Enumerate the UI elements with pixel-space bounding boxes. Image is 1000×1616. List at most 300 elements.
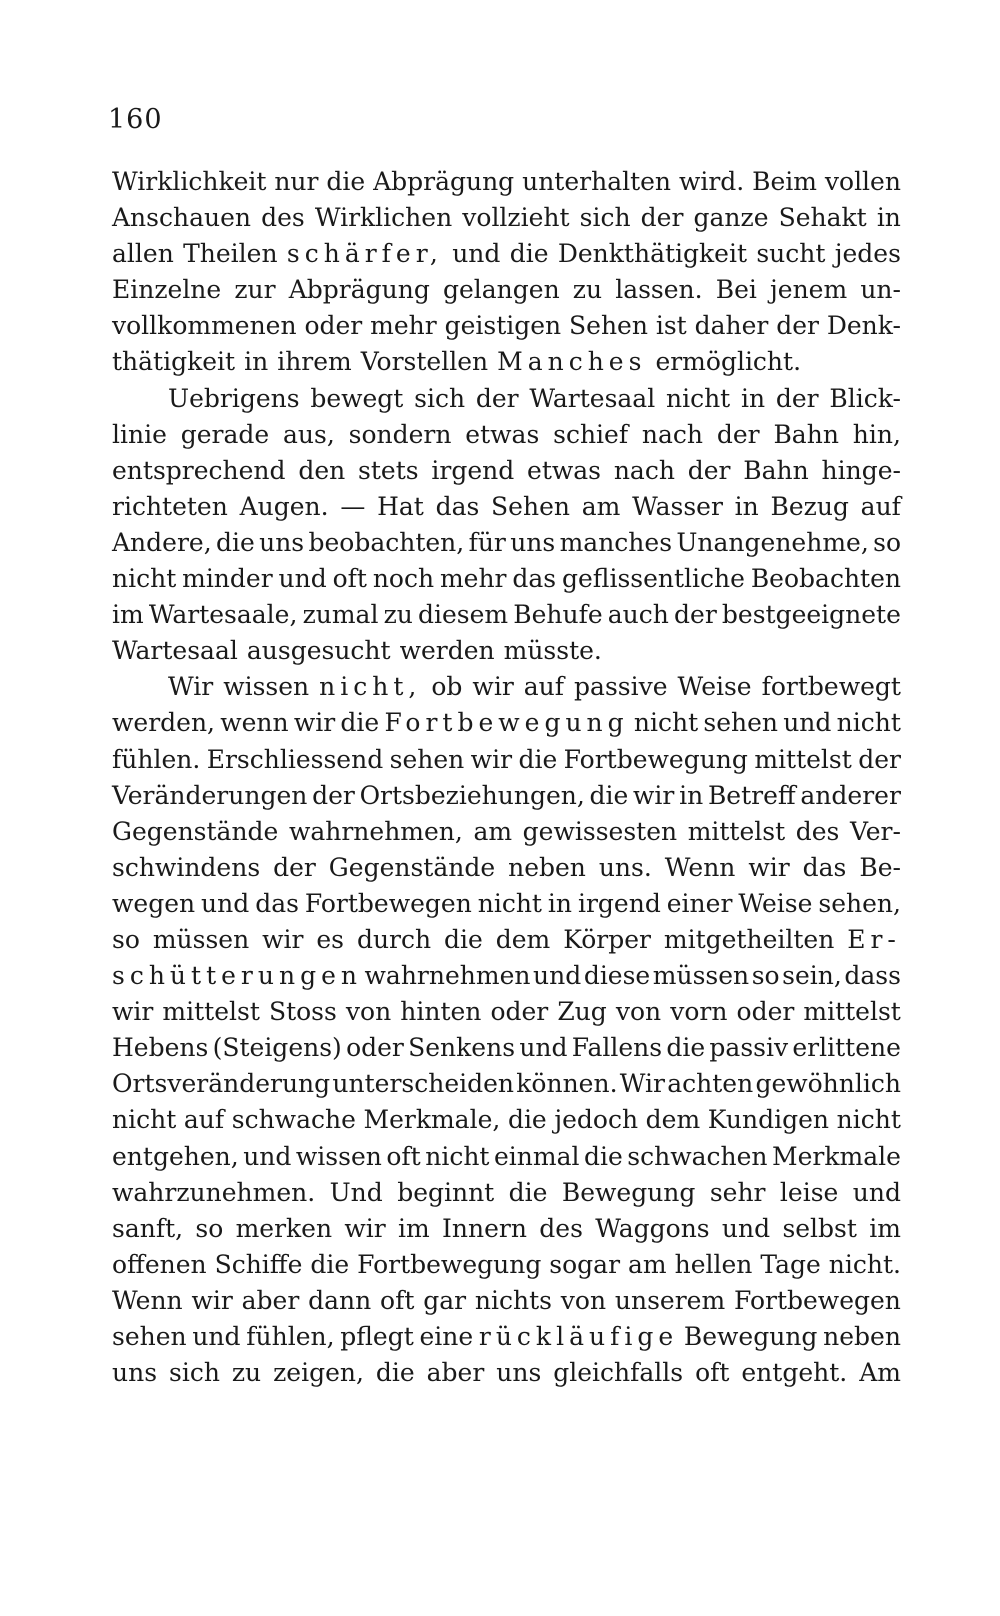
word: in	[876, 203, 901, 233]
word: wenn	[220, 708, 289, 738]
word: gleichfalls	[553, 1358, 684, 1388]
word: mittelst	[162, 997, 260, 1027]
word: gelangen	[442, 275, 560, 305]
word: es	[316, 924, 345, 954]
word: nicht.	[828, 1249, 901, 1279]
word: jedoch	[554, 1105, 639, 1135]
word: schärfer,	[286, 239, 443, 269]
word: Hat	[377, 491, 424, 521]
text-line	[112, 994, 901, 1030]
word: nicht	[836, 1105, 901, 1135]
word: in	[740, 383, 766, 413]
word: zu	[231, 1358, 262, 1388]
word: des	[795, 816, 840, 846]
word: ermöglicht.	[655, 347, 802, 377]
word: (Steigens)	[212, 1033, 342, 1063]
word: oder	[304, 311, 363, 341]
word: dann	[308, 1285, 372, 1315]
word: der	[640, 203, 684, 233]
text-line	[112, 417, 901, 453]
word: Wartesaale,	[148, 600, 298, 630]
word: nicht	[633, 708, 699, 738]
word: wir	[344, 1213, 386, 1243]
word: sanft,	[112, 1213, 184, 1243]
word: entgeht.	[741, 1358, 848, 1388]
word: einmal	[493, 1141, 580, 1171]
word: Veränderungen	[112, 780, 308, 810]
word: Hebens	[112, 1033, 209, 1063]
text-line	[112, 525, 901, 561]
word: Manches	[497, 347, 647, 377]
word: mittelst	[803, 997, 901, 1027]
word: die	[509, 239, 549, 269]
word: nach	[641, 419, 704, 449]
word: oft	[695, 1358, 730, 1388]
word: in	[679, 780, 704, 810]
word: irgend	[577, 888, 661, 918]
word: und	[192, 1322, 241, 1351]
word: der	[716, 419, 760, 449]
word: unterhalten	[522, 167, 672, 196]
word: nicht	[665, 383, 731, 413]
word: fühlen.	[112, 744, 201, 774]
word: aus,	[283, 419, 335, 449]
word: der	[858, 744, 901, 774]
text-line	[112, 453, 901, 489]
word: und	[519, 1033, 568, 1063]
word: die	[666, 1033, 706, 1063]
word: Wartesaal	[112, 636, 238, 666]
word: der	[475, 383, 519, 413]
word: —	[340, 491, 366, 521]
word: neben	[823, 1322, 901, 1351]
word: Andere,	[112, 527, 212, 557]
word: der	[312, 780, 355, 810]
word: rückläufige	[478, 1322, 679, 1351]
text-line	[112, 561, 901, 597]
text-line	[112, 669, 901, 705]
word: Fortbewegung	[384, 708, 629, 738]
text-line	[112, 164, 901, 200]
word: zu	[572, 275, 603, 305]
word: jenem	[770, 275, 848, 305]
word: nicht	[112, 1105, 177, 1135]
word: ist	[655, 311, 687, 341]
word: pflegt	[340, 1322, 414, 1351]
word: am	[581, 491, 621, 521]
word: Körper	[563, 924, 651, 954]
word: schwache	[231, 1105, 356, 1135]
word: ganze	[693, 203, 769, 233]
word: Blick-	[829, 383, 901, 413]
word: sehr	[709, 1177, 766, 1207]
word: können.	[516, 1069, 618, 1099]
word: wir	[262, 924, 304, 954]
word: fühlen,	[246, 1322, 335, 1351]
word: nicht,	[319, 672, 422, 702]
word: Einzelne	[112, 275, 222, 305]
word: beginnt	[397, 1177, 495, 1207]
word: sehen	[703, 708, 778, 738]
word: uns.	[598, 852, 652, 882]
word: Erschliessend	[206, 744, 384, 774]
word: die	[589, 780, 629, 810]
word: auf	[523, 672, 565, 702]
word: Weise	[677, 672, 752, 702]
word: Zug	[557, 997, 607, 1027]
text-line	[112, 850, 901, 886]
word: Ortsbeziehungen,	[359, 780, 585, 810]
body-text	[112, 164, 901, 1391]
word: gewissesten	[522, 816, 678, 846]
word: Unangenehme,	[676, 527, 869, 557]
text-line	[112, 742, 901, 778]
word: oder	[736, 997, 795, 1027]
text-line	[112, 200, 901, 236]
text-line	[112, 886, 901, 922]
word: Bewegung	[683, 1322, 818, 1351]
word: die	[508, 1177, 548, 1207]
word: in	[734, 491, 759, 521]
word: Ver-	[849, 816, 901, 846]
word: sehen	[389, 744, 465, 774]
word: und	[452, 239, 501, 269]
word: Anschauen	[112, 203, 251, 233]
word: sondern	[348, 419, 452, 449]
word: vollkommenen	[112, 311, 297, 341]
word: ausgesucht	[246, 636, 391, 666]
word: der	[273, 852, 316, 882]
word: Abprägung	[288, 275, 430, 305]
word: und	[243, 1141, 292, 1171]
word: im	[869, 1213, 901, 1243]
text-line	[112, 705, 901, 741]
word: dem	[645, 1105, 701, 1135]
word: unterscheiden	[332, 1069, 515, 1099]
word: den	[298, 455, 346, 485]
word: ihrem	[277, 347, 352, 377]
word: Denkthätigkeit	[557, 239, 748, 269]
word: im	[112, 600, 144, 630]
word: wir	[470, 744, 513, 774]
word: wegen	[112, 888, 196, 918]
word: von	[560, 1285, 607, 1315]
word: nach	[613, 455, 675, 485]
word: schwindens	[112, 852, 261, 882]
word: wahrzunehmen.	[112, 1177, 316, 1207]
word: lassen.	[615, 275, 703, 305]
word: wahrnehmen,	[288, 816, 463, 846]
text-line	[112, 1211, 901, 1247]
word: Stoss	[268, 997, 337, 1027]
word: wir	[293, 708, 336, 738]
word: passive	[574, 672, 668, 702]
word: Fallens	[571, 1033, 663, 1063]
word: das	[512, 564, 557, 594]
word: in	[244, 347, 269, 377]
text-line	[112, 1355, 901, 1391]
word: Sehen	[491, 491, 570, 521]
word: thätigkeit	[112, 347, 236, 377]
word: eine	[419, 1322, 474, 1351]
text-line	[112, 597, 901, 633]
word: sogar	[549, 1249, 621, 1279]
word: Be-	[859, 852, 901, 882]
word: dass	[844, 961, 901, 991]
word: der	[775, 383, 819, 413]
text-line	[112, 633, 901, 669]
word: die	[444, 924, 483, 954]
word: Innern	[442, 1213, 527, 1243]
word: nicht	[425, 1141, 490, 1171]
word: noch	[372, 564, 435, 594]
word: Schiffe	[214, 1249, 303, 1279]
word: leise	[779, 1177, 839, 1207]
word: das	[255, 888, 299, 918]
word: Tage	[760, 1249, 821, 1279]
word: ob	[431, 672, 463, 702]
word: diese	[583, 961, 651, 991]
word: auf	[860, 491, 901, 521]
word: Abprägung	[373, 167, 515, 196]
text-line	[112, 1175, 901, 1211]
word: die	[340, 708, 380, 738]
text-line	[112, 922, 901, 958]
word: Wirklichen	[314, 203, 453, 233]
word: von	[615, 997, 662, 1027]
word: Am	[859, 1358, 901, 1388]
word: hinten	[400, 997, 482, 1027]
word: wir	[112, 997, 154, 1027]
word: Gegenstände	[328, 852, 496, 882]
word: un-	[860, 275, 901, 305]
word: Fortbewegen	[733, 1285, 901, 1315]
word: Sehakt	[778, 203, 867, 233]
word: linie	[112, 419, 167, 449]
word: merken	[235, 1213, 333, 1243]
word: Uebrigens	[168, 383, 300, 413]
word: schief	[553, 419, 629, 449]
word: so	[195, 1213, 224, 1243]
word: wird.	[678, 167, 745, 196]
word: wir	[191, 1285, 233, 1315]
word: die	[507, 1105, 547, 1135]
word: mittelst	[687, 816, 786, 846]
word: uns	[112, 1358, 158, 1388]
word: sich	[169, 1358, 220, 1388]
word: Beim	[752, 167, 817, 196]
word: Bei	[715, 275, 757, 305]
word: gar	[423, 1285, 467, 1315]
word: Wir	[619, 1069, 665, 1099]
word: so	[751, 961, 780, 991]
word: bewegt	[310, 383, 404, 413]
word: und	[852, 1177, 901, 1207]
text-line	[112, 1139, 901, 1175]
word: Waggons	[595, 1213, 710, 1243]
word: sehen,	[818, 888, 901, 918]
word: müssen	[152, 924, 250, 954]
word: gewöhnlich	[755, 1069, 901, 1099]
word: oder	[346, 1033, 404, 1063]
word: minder	[182, 564, 273, 594]
word: hinge-	[821, 455, 901, 485]
word: oder	[490, 997, 549, 1027]
word: der	[674, 600, 717, 630]
word: Betreff	[707, 780, 796, 810]
word: Bezug	[770, 491, 849, 521]
word: Behufe	[513, 600, 603, 630]
word: Bahn	[743, 455, 809, 485]
word: Wir	[168, 672, 214, 702]
word: entsprechend	[112, 455, 286, 485]
word: fortbewegt	[761, 672, 901, 702]
word: das	[435, 491, 480, 521]
text-line	[112, 272, 901, 308]
text-line	[112, 778, 901, 814]
word: Weise	[738, 888, 813, 918]
word: wir	[633, 780, 675, 810]
word: schwachen	[627, 1141, 768, 1171]
word: geistigen	[444, 311, 562, 341]
word: mittelst	[754, 744, 852, 774]
text-line	[112, 344, 901, 380]
word: Merkmale	[772, 1141, 901, 1171]
word: nur	[274, 167, 319, 196]
word: Und	[329, 1177, 383, 1207]
word: aber	[241, 1285, 300, 1315]
word: diesem	[417, 600, 509, 630]
word: im	[398, 1213, 430, 1243]
word: Beobachten	[750, 564, 901, 594]
word: so	[873, 527, 901, 557]
word: in	[547, 888, 573, 918]
word: müssen	[652, 961, 750, 991]
word: daher	[694, 311, 769, 341]
word: Fortbewegen	[304, 888, 472, 918]
word: Fortbewegung	[563, 744, 748, 774]
word: die	[518, 744, 558, 774]
word: sucht	[756, 239, 826, 269]
word: Bewegung	[561, 1177, 696, 1207]
word: wissen	[295, 1141, 382, 1171]
word: und	[721, 1213, 771, 1243]
word: Wenn	[664, 852, 736, 882]
word: die	[326, 167, 366, 196]
word: sein,	[782, 961, 842, 991]
word: achten	[667, 1069, 754, 1099]
word: stets	[358, 455, 419, 485]
word: so	[112, 924, 140, 954]
text-line	[112, 814, 901, 850]
word: am	[473, 816, 513, 846]
word: wir	[748, 852, 790, 882]
word: sich	[414, 383, 466, 413]
word: jedes	[834, 239, 901, 269]
word: wir	[472, 672, 514, 702]
word: Bahn	[773, 419, 839, 449]
word: Wenn	[112, 1285, 183, 1315]
word: nicht	[112, 564, 177, 594]
word: erlittene	[792, 1033, 901, 1063]
text-line	[112, 236, 901, 272]
word: vollzieht	[462, 203, 570, 233]
word: manches	[559, 527, 673, 557]
word: und	[783, 708, 832, 738]
word: sehen	[112, 1322, 187, 1351]
word: einer	[666, 888, 733, 918]
word: bestgeeignete	[721, 600, 901, 630]
word: oft	[380, 1285, 415, 1315]
text-line	[112, 1030, 901, 1066]
word: Fortbewegung	[357, 1249, 542, 1279]
word: die	[310, 1249, 350, 1279]
word: und	[533, 961, 582, 991]
word: entgehen,	[112, 1141, 239, 1171]
word: Wirklichkeit	[112, 167, 267, 196]
word: anderer	[800, 780, 901, 810]
word: Augen.	[239, 491, 329, 521]
word: der	[687, 455, 731, 485]
word: Vorstellen	[360, 347, 489, 377]
word: wissen	[223, 672, 310, 702]
word: unserem	[614, 1285, 726, 1315]
word: schütterungen	[112, 961, 362, 991]
word: oft	[386, 1141, 421, 1171]
word: Sehen	[569, 311, 648, 341]
word: des	[539, 1213, 583, 1243]
word: geflissentliche	[561, 564, 745, 594]
word: Denk-	[826, 311, 901, 341]
word: hellen	[674, 1249, 753, 1279]
text-line	[112, 1247, 901, 1283]
word: selbst	[782, 1213, 857, 1243]
word: Ortsveränderung	[112, 1069, 331, 1099]
word: auf	[183, 1105, 225, 1135]
word: zur	[234, 275, 276, 305]
word: am	[628, 1249, 667, 1279]
word: zeigen,	[273, 1358, 364, 1388]
word: die	[215, 527, 255, 557]
text-line	[112, 308, 901, 344]
word: die	[375, 1358, 415, 1388]
word: sich	[579, 203, 631, 233]
word: neben	[508, 852, 586, 882]
word: dem	[495, 924, 551, 954]
word: etwas	[465, 419, 540, 449]
word: nicht	[477, 888, 542, 918]
word: etwas	[527, 455, 602, 485]
text-line	[112, 1283, 901, 1319]
text-line	[112, 958, 901, 994]
word: mehr	[439, 564, 507, 594]
word: wahrnehmen	[364, 961, 531, 991]
word: des	[261, 203, 305, 233]
word: Theilen	[183, 239, 278, 269]
page-number: 160	[108, 104, 163, 135]
word: Er-	[847, 924, 901, 954]
word: aber	[426, 1358, 485, 1388]
word: durch	[356, 924, 432, 954]
word: mitgetheilten	[663, 924, 835, 954]
word: von	[345, 997, 392, 1027]
word: oft	[332, 564, 367, 594]
word: werden,	[112, 708, 215, 738]
word: zu	[383, 600, 413, 630]
word: allen	[112, 239, 174, 269]
word: und	[278, 564, 327, 594]
word: zumal	[302, 600, 379, 630]
